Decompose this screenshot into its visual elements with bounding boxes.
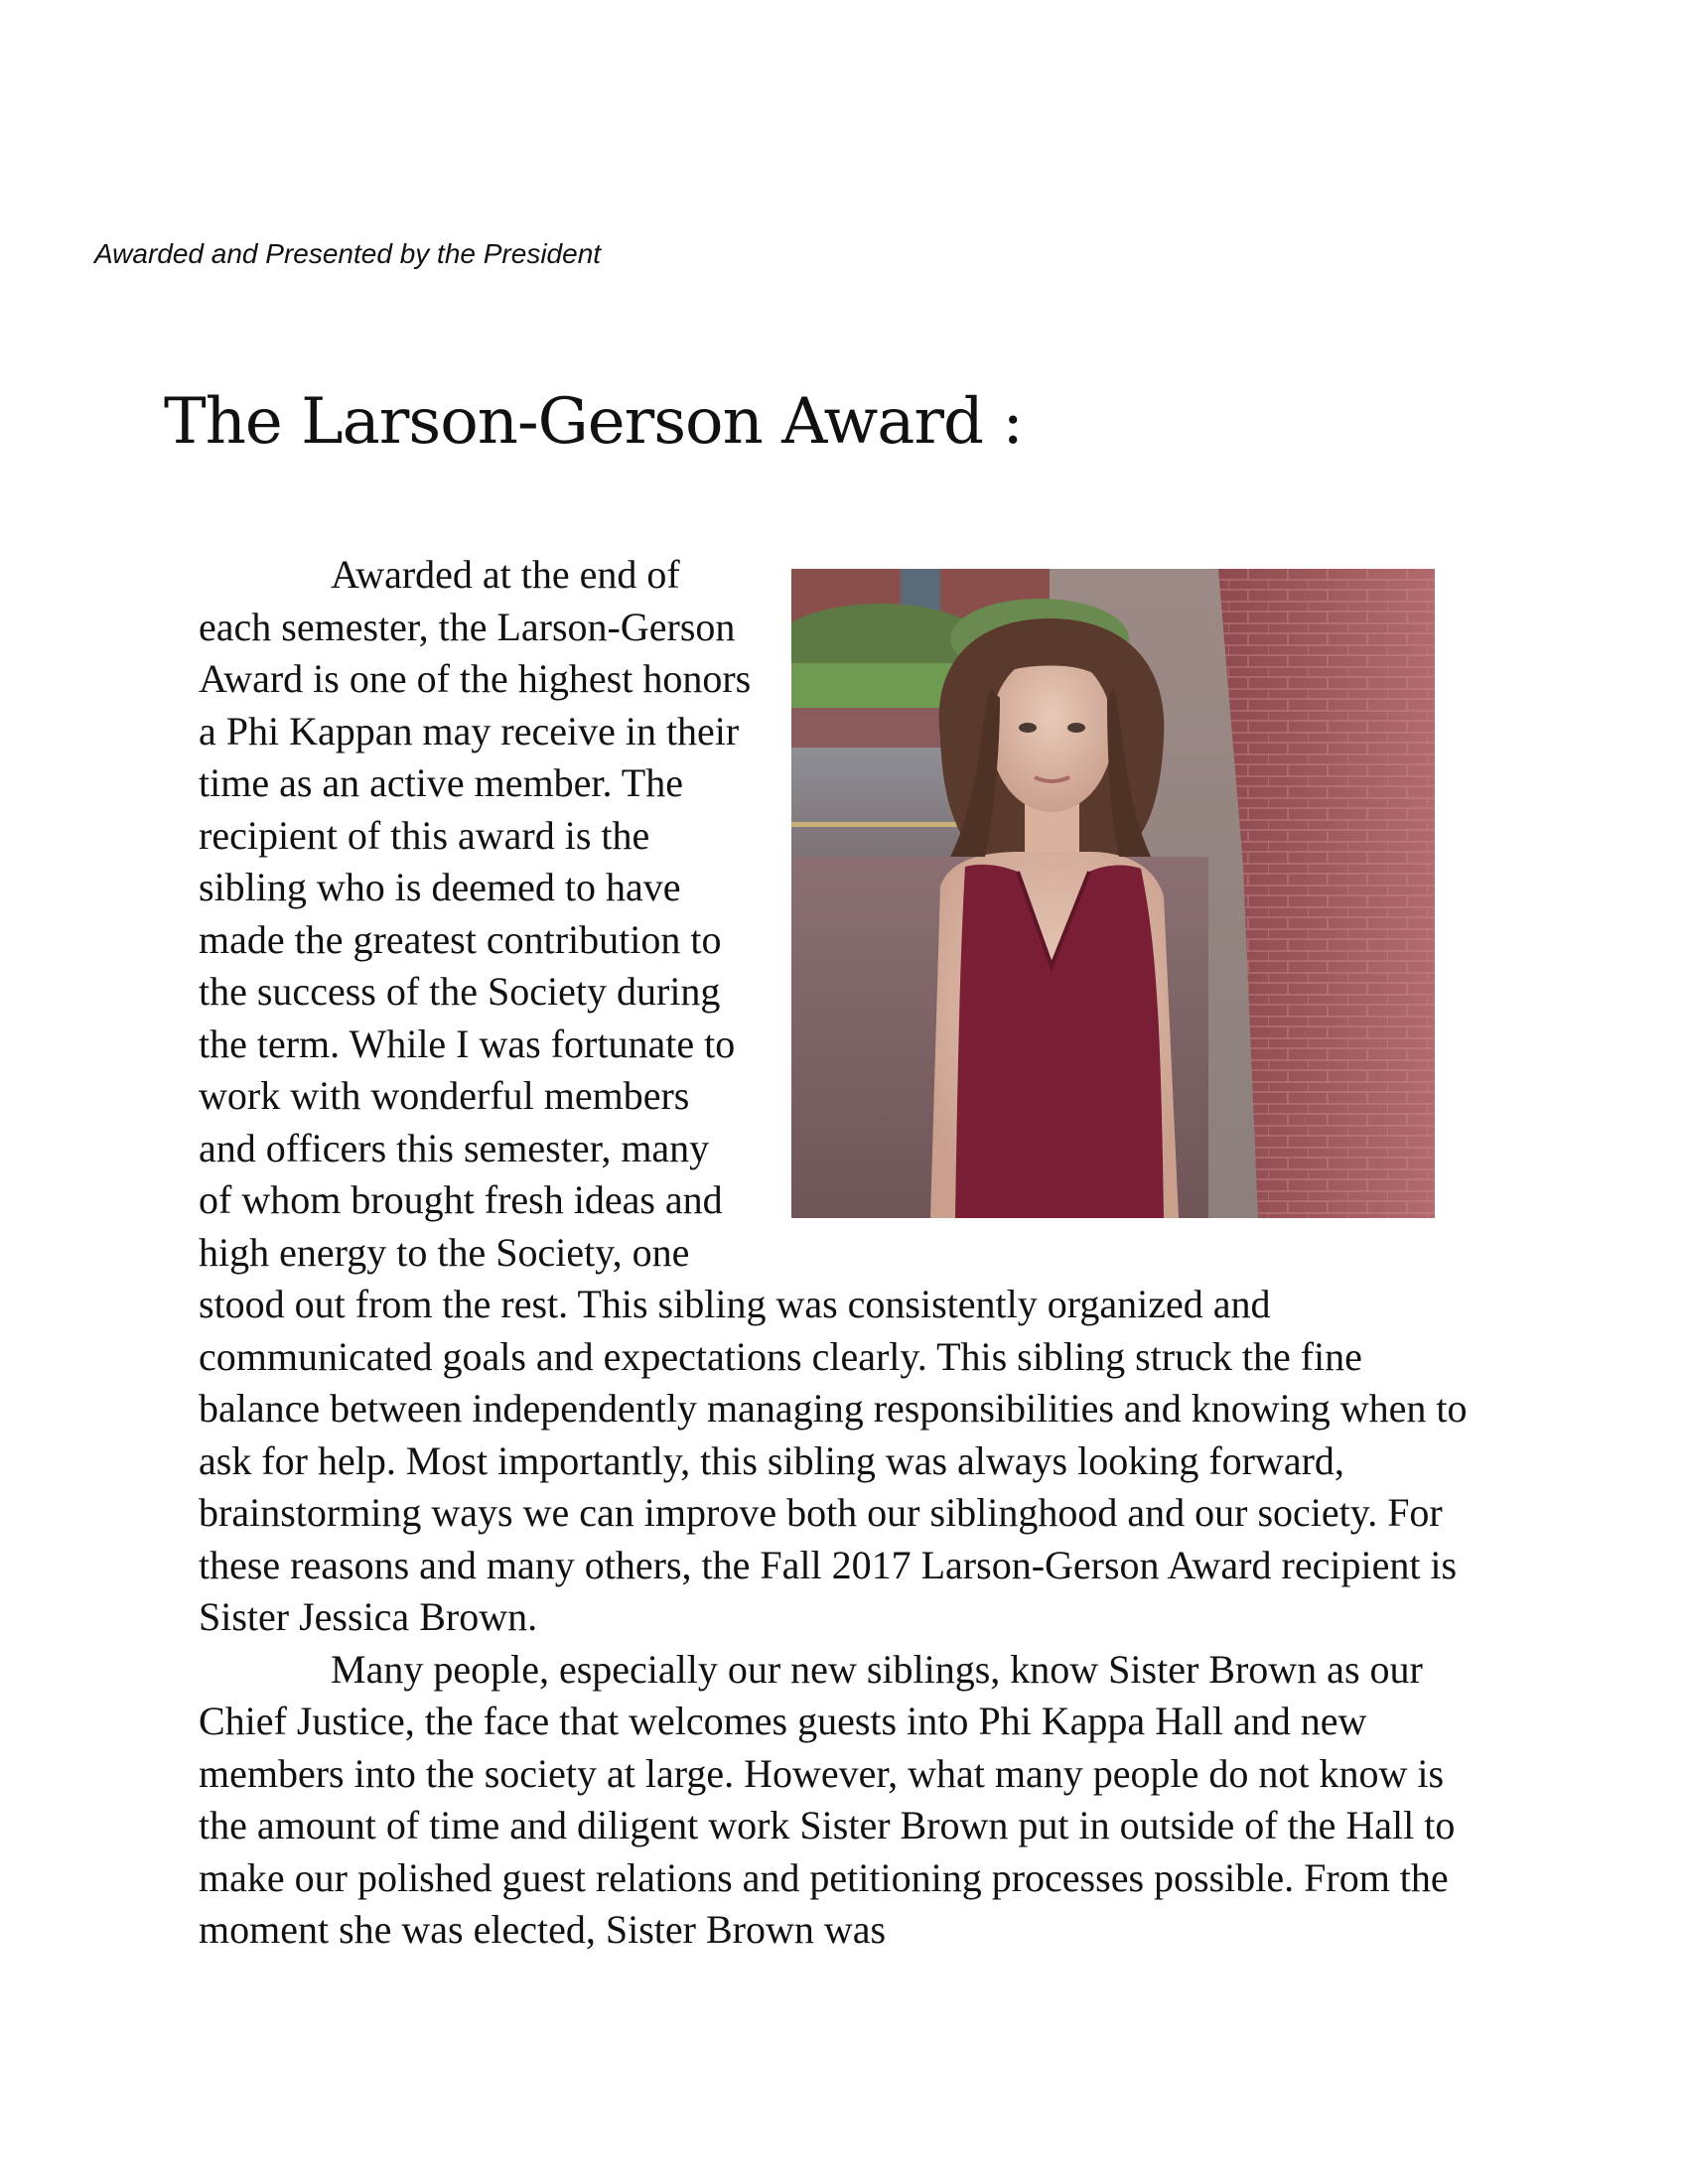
article-body (199, 549, 1489, 1957)
paragraph-1: Awarded at the end of each semester, the Larson-Gerson Award is one of the highest honors a Phi Kappan may receive in their time as an active member. The recipient of this award is the sibling who is deemed to have made the greatest contribution to the success of the Society during the term. While I was fortunate to work with wonderful members and officers this semester, many of whom brought fresh ideas and high energy to the Society, one stood out from the rest. This sibling was consistently organized and communicated goals and expectations clearly. This sibling struck the fine balance between independently managing responsibilities and knowing when to ask for help. Most importantly, this sibling was always looking forward, brainstorming ways we can improve both our siblinghood and our society. For these reasons and many others, the Fall 2017 Larson-Gerson Award recipient is Sister Jessica Brown. (199, 552, 1468, 1639)
header-note: Awarded and Presented by the President (94, 238, 602, 269)
recipient-photo-image (791, 569, 1435, 1218)
page-title: The Larson-Gerson Award : (164, 385, 1023, 459)
recipient-photo (791, 569, 1435, 1218)
paragraph-2: Many people, especially our new siblings, know Sister Brown as our Chief Justice, the face that welcomes guests into Phi Kappa Hall and new members into the society at large. However, what many people do not know is the amount of time and diligent work Sister Brown put in outside of the Hall to make our polished guest relations and petitioning processes possible. From the moment she was elected, Sister Brown was (199, 1646, 1456, 1952)
